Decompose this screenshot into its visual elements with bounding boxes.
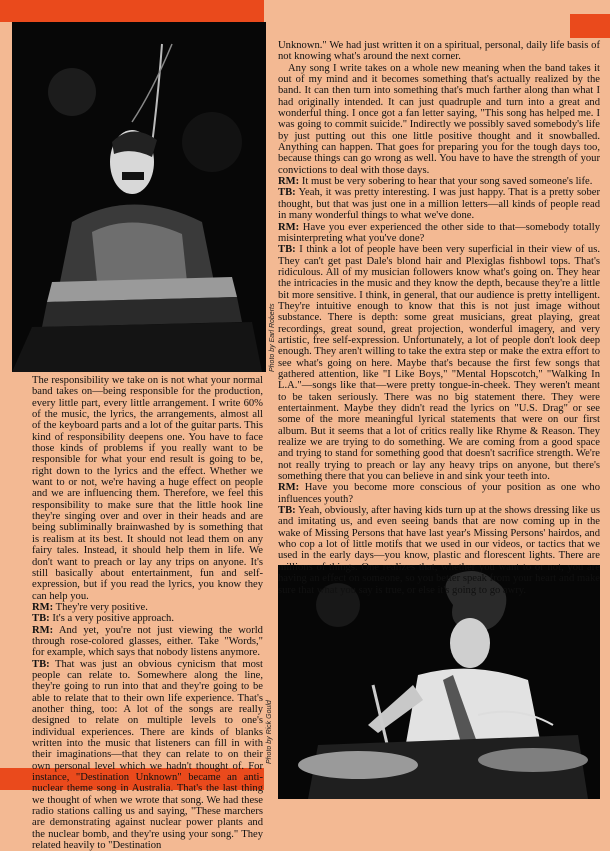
- left-column-text: [32, 375, 263, 851]
- right-column-text: [278, 40, 600, 596]
- keyboardist-photo: [12, 22, 266, 372]
- paragraph: The responsibility we take on is not what your normal band takes on—being responsible for the production, every little part, every little arrangement. I write 60% of the music, the lyrics, the arrangements, almost all of the keyboard parts and a lot of the guitar parts. This kind of responsibility deepens one. You have to face those kinds of problems if you really want to be responsible for what your end result is going to be, right down to the lyrics and the effect. Whether we want to or not, we're having a huge effect on people and we are influencing them. Therefore, we feel this responsibility to make sure that the little hook line they're singing over and over in their heads and are being subliminally brainwashed by is something that is realism at its best. It should not lead them on any fairy tales. Instead, it should help them in life. We don't want to preach or lay any trips on anyone. It's still basically about entertainment, fun and self-expression, but if you read the lyrics, you know they can help you.: [32, 375, 263, 602]
- photo-credit-top: Photo by Earl Roberts: [269, 303, 276, 372]
- paragraph: RM: They're very positive.: [32, 601, 148, 613]
- drummer-photo-illustration: [278, 565, 600, 799]
- paragraph: Unknown." We had just written it on a spiritual, personal, daily life basis of not knowing what's around the next corner.: [278, 40, 600, 63]
- paragraph: TB: Yeah, obviously, after having kids turn up at the shows dressing like us and imitating us, and even seeing bands that are now coming up in the wake of Missing Persons that have last year's Missing Persons' hairdos, and who cop a lot of little motifs that we used in our videos, or tactics that we used in the early days—you know, plastic and florescent lights. There are millions of things. One realizes that, whether you want to or not, you are having an effect on someone, so you better speak from your heart and make sure that what you say is true, or else it's going to go awry.: [278, 505, 600, 596]
- paragraph: TB: It's a very positive approach.: [32, 613, 174, 625]
- paragraph: RM: Have you become more conscious of your position as one who influences youth?: [278, 482, 600, 505]
- paragraph: TB: Yeah, it was pretty interesting. I was just happy. That is a pretty sober thought, but that was just one in a million letters—all kinds of people read in many wonderful things to what we've done.: [278, 187, 600, 222]
- paragraph: TB: I think a lot of people have been very superficial in their view of us. They can't get past Dale's blond hair and Plexiglas fishbowl tops. That's ridiculous. All of my musician followers know what's going on. They hear the intricacies in the music and they know the depth, because they're a little bit more sensitive. I think, in general, that our audience is pretty intelligent. They're intuitive enough to know that this is not just image without substance. There is depth: some great musicians, great playing, great recordings, great sound, great projection, wonderful imagery, and very artistic, free self-expression. Unfortunately, a lot of people don't look deep enough. They aren't willing to take the extra step or make the extra effort to see what's going on here. Maybe that's because the first few songs that gathered attention, like "I Like Boys," "Mental Hopscotch," "Walking In L.A."—songs like that—were pretty tongue-in-cheek. They weren't meant to be taken seriously. There was no big statement there. They were entertainment. Maybe they didn't read the lyrics on "U.S. Drag" or see some of the more meaningful lyrical statements that were on our first album. But it seems that a lot of critics really like Rhyme & Reason. They realize we are trying to do something. We are coming from a good space and trying to stand for something good that doesn't sacrifice strength. We're not really trying to preach or lay any heavy trips on anyone, but there's something there that you can believe in and sink your teeth into.: [278, 244, 600, 483]
- paragraph: RM: It must be very sobering to hear that your song saved someone's life.: [278, 176, 593, 188]
- paragraph: RM: And yet, you're not just viewing the world through rose-colored glasses, either. Take "Words," for example, which says that nobody listens anymore.: [32, 624, 263, 659]
- paragraph: Any song I write takes on a whole new meaning when the band takes it out of my mind and it becomes something that's actually realized by the band. It can then turn into something that's much farther along than what I had originally intended. It can just quadruple and turn into a great and wonderful thing. I once got a fan letter saying, "This song has helped me. I was going to commit suicide." Indirectly we possibly saved somebody's life by just putting out this one little positive thought and it snowballed. Anything can happen. That goes for preparing you for the tough days too, because things can go wrong as well. You have to have the strength of your convictions to deal with those days.: [278, 62, 600, 176]
- paragraph: RM: Have you ever experienced the other side to that—somebody totally misinterpreting what you've done?: [278, 221, 600, 244]
- top-right-red-bar: [570, 14, 610, 38]
- keyboardist-photo-illustration: [12, 22, 266, 372]
- drummer-photo: [278, 565, 600, 799]
- photo-credit-bottom: Photo by Rick Gould: [266, 700, 273, 764]
- top-left-red-bar: [0, 0, 264, 22]
- paragraph: TB: That was just an obvious cynicism that most people can relate to. Somewhere along the line, they're going to run into that and they're going to be able to relate that to their own life experience. That's another thing, too: A lot of the songs are really designed to relate on multiple levels to one's individual experiences. There are kinds of blanks written into the music that listeners can fill in with their imaginations—that they can relate to on their own personal level which we hadn't thought of. For instance, "Destination Unknown" became an anti-nuclear theme song in Australia. That's the last thing we thought of when we wrote that song. We had these radio stations calling us and saying, "These marchers are demonstrating against nuclear power plants and the nuclear bomb, and they're using your song." They related heavily to "Destination: [32, 658, 263, 851]
